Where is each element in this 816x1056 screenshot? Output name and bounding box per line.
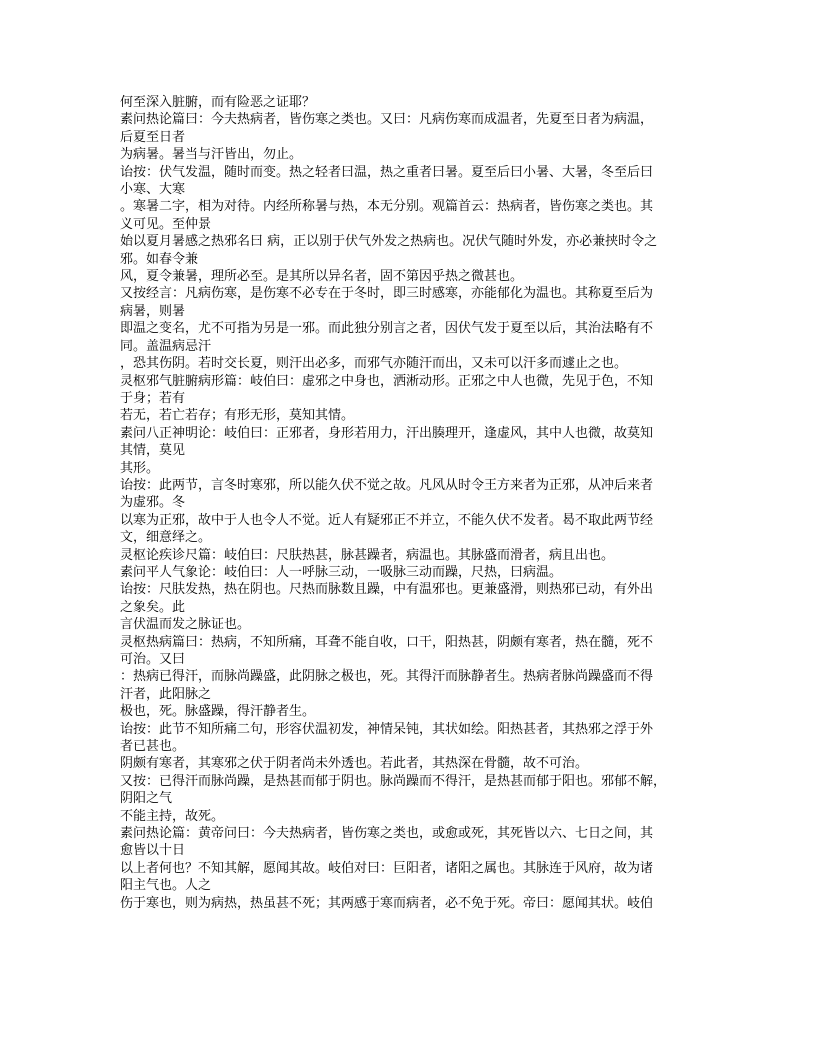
text-line: 灵枢邪气脏腑病形篇：岐伯曰：虚邪之中身也，洒淅动形。正邪之中人也微，先见于色，不知 [120,373,654,389]
text-line: 后夏至日者 [120,129,186,145]
text-line: 为病暑。暑当与汗皆出，勿止。 [120,147,303,163]
text-line: 以上者何也？不知其解，愿闻其故。岐伯对曰：巨阳者，诸阳之属也。其脉连于风府，故为诸 [120,860,654,876]
text-line: 诒按：尺肤发热，热在阴也。尺热而脉数且躁，中有温邪也。更兼盛滑，则热邪已动，有外出 [120,582,654,598]
text-line: 灵枢热病篇曰：热病，不知所痛，耳聋不能自收，口干，阳热甚，阴颇有寒者，热在髓，死不 [120,634,654,650]
text-line: 素问热论篇曰：今夫热病者，皆伤寒之类也。又曰：凡病伤寒而成温者，先夏至日者为病温， [120,112,654,128]
text-line: 汗者，此阳脉之 [120,686,212,702]
text-line: 文，细意绎之。 [120,530,212,546]
text-line: 又按经言：凡病伤寒，是伤寒不必专在于冬时，即三时感寒，亦能郁化为温也。其称夏至后为 [120,286,654,302]
text-line: 以寒为正邪，故中于人也令人不觉。近人有疑邪正不并立，不能久伏不发者。曷不取此两节经 [120,512,654,528]
text-line: 又按：已得汗而脉尚躁，是热甚而郁于阴也。脉尚躁而不得汗，是热甚而郁于阳也。邪郁不解， [120,773,667,789]
text-line: 于身；若有 [120,390,186,406]
text-line: 同。盖温病忌汗 [120,338,212,354]
text-line: 何至深入脏腑，而有险恶之证耶？ [120,95,316,110]
text-line: 素问热论篇：黄帝问曰：今夫热病者，皆伤寒之类也，或愈或死，其死皆以六、七日之间，其 [120,826,654,842]
text-line: 始以夏月暑感之热邪名曰 病，正以别于伏气外发之热病也。况伏气随时外发，亦必兼挟时令之 [120,234,658,250]
text-line: 者已甚也。 [120,739,186,755]
text-line: ：热病已得汗，而脉尚躁盛，此阴脉之极也，死。其得汗而脉静者生。热病者脉尚躁盛而不得 [120,669,654,685]
text-line: 愈皆以十日 [120,843,186,859]
text-line: 。寒暑二字，相为对待。内经所称暑与热，本无分别。观篇首云：热病者，皆伤寒之类也。其 [120,199,654,215]
text-line: 诒按：伏气发温，随时而变。热之轻者曰温，热之重者曰暑。夏至后曰小暑、大暑，冬至后曰 [120,164,654,180]
text-line: 义可见。至仲景 [120,216,212,232]
text-line: 即温之变名，尤不可指为另是一邪。而此独分别言之者，因伏气发于夏至以后，其治法略有不 [120,321,654,337]
text-line: 其形。 [120,460,160,476]
text-line: 灵枢论疾诊尺篇：岐伯曰：尺肤热甚，脉甚躁者，病温也。其脉盛而滑者，病且出也。 [120,547,615,563]
text-line: 小寒、大寒 [120,182,186,198]
text-line: 不能主持，故死。 [120,808,225,824]
text-line: 素问平人气象论：岐伯曰：人一呼脉三动，一吸脉三动而躁，尺热，曰病温。 [120,564,563,580]
document-page [120,94,700,912]
text-line: 其情，莫见 [120,443,186,459]
text-line: 言伏温而发之脉证也。 [120,617,251,633]
text-line: 阴颇有寒者，其寒邪之伏于阴者尚未外透也。若此者，其热深在骨髓，故不可治。 [120,756,589,772]
text-line: 阳主气也。人之 [120,878,212,894]
text-line: 素问八正神明论：岐伯曰：正邪者，身形若用力，汗出腠理开，逢虚风，其中人也微，故莫知 [120,425,654,441]
text-line: 诒按：此节不知所痛二句，形容伏温初发，神情呆钝，其状如绘。阳热甚者，其热邪之浮于外 [120,721,654,737]
text-line: 病暑，则暑 [120,303,186,319]
text-line: 之象矣。此 [120,599,186,615]
text-line: 风，夏令兼暑，理所必至。是其所以异名者，固不第因乎热之微甚也。 [120,269,524,285]
text-line: 邪。如春令兼 [120,251,199,267]
text-line: 阴阳之气 [120,791,173,807]
text-line: 极也，死。脉盛躁，得汗静者生。 [120,704,316,720]
text-line: ，恐其伤阴。若时交长夏，则汗出必多，而邪气亦随汗而出，又未可以汗多而遽止之也。 [120,356,628,372]
text-line: 诒按：此两节，言冬时寒邪，所以能久伏不觉之故。凡风从时令王方来者为正邪，从冲后来者 [120,477,654,493]
text-line: 可治。又曰 [120,652,186,667]
text-line: 为虚邪。冬 [120,495,186,511]
text-line: 伤于寒也，则为病热，热虽甚不死；其两感于寒而病者，必不免于死。帝曰：愿闻其状。岐伯 [120,895,654,911]
text-line: 若无，若亡若存；有形无形，莫知其情。 [120,408,355,424]
